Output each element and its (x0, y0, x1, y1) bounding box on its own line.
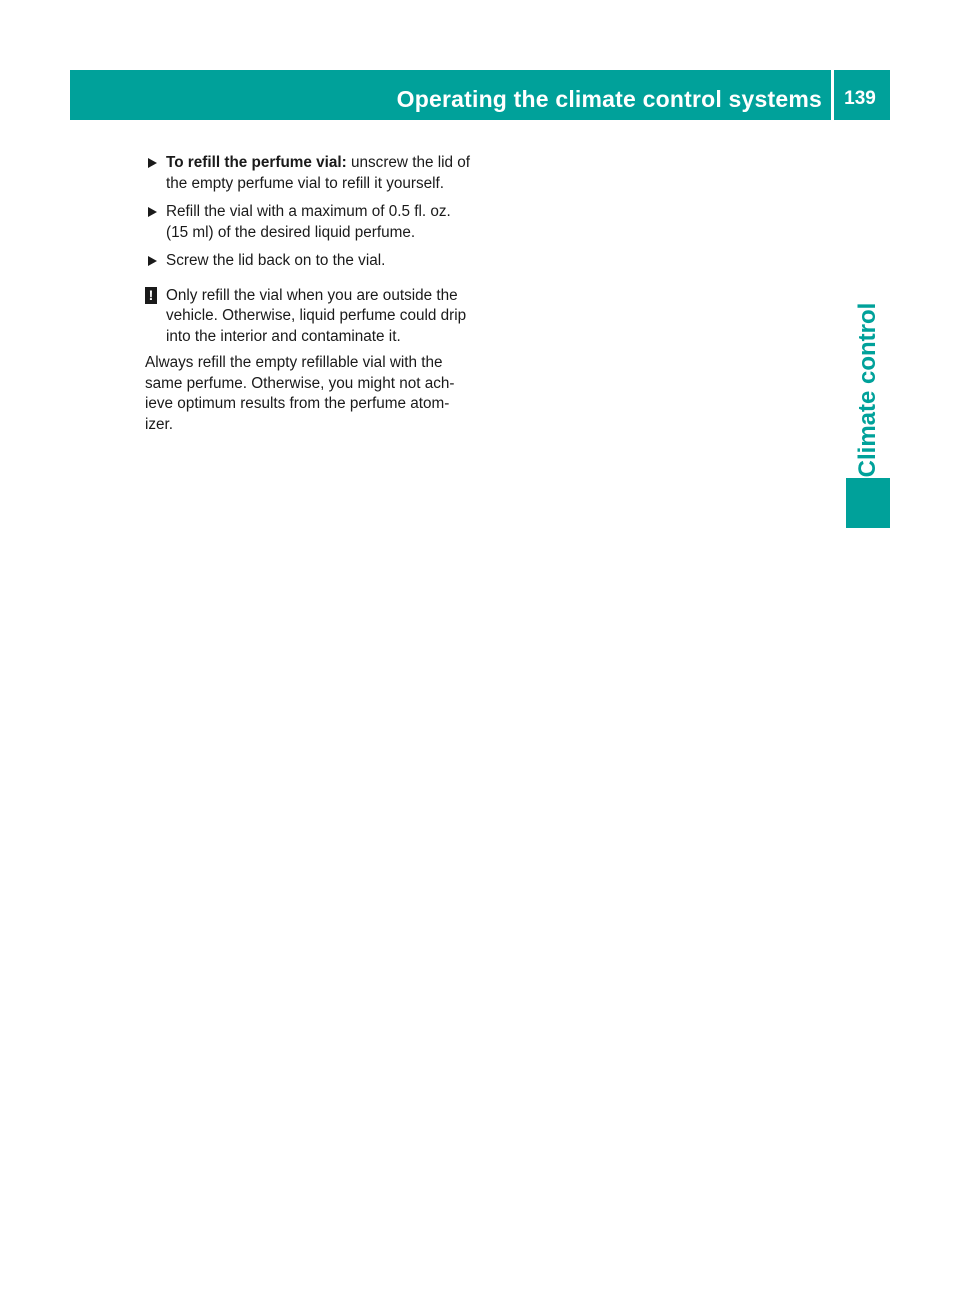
instruction-step (145, 251, 485, 272)
warning-line: into the interior and contaminate it. (166, 327, 401, 345)
paragraph-line: ieve optimum results from the perfume atom- (145, 395, 450, 412)
paragraph-line: Always refill the empty refillable vial with the (145, 354, 443, 371)
warning-note (145, 286, 485, 348)
step-lead: To refill the perfume vial: (166, 154, 347, 171)
triangle-arrow-icon (148, 256, 157, 266)
chapter-tab-label: Climate control (854, 302, 881, 478)
chapter-tab-marker (846, 478, 890, 528)
step-text: Refill the vial with a maximum of 0.5 fl. oz. (166, 203, 451, 220)
step-text: Screw the lid back on to the vial. (166, 252, 386, 269)
exclamation-icon: ! (145, 287, 157, 304)
paragraph-line: same perfume. Otherwise, you might not ach- (145, 374, 455, 392)
warning-line: Only refill the vial when you are outside the (166, 286, 458, 304)
step-line (166, 153, 485, 174)
main-content (145, 153, 485, 435)
step-text: unscrew the lid of (346, 154, 471, 171)
step-text-continued: (15 ml) of the desired liquid perfume. (166, 223, 416, 241)
triangle-arrow-icon (148, 158, 157, 168)
instruction-step (145, 153, 485, 194)
instruction-step (145, 202, 485, 243)
header-divider (831, 70, 834, 120)
page-number: 139 (844, 88, 876, 109)
section-title: Operating the climate control systems (396, 86, 822, 112)
step-text-continued: the empty perfume vial to refill it yourself. (166, 174, 445, 192)
body-paragraph (145, 353, 485, 435)
triangle-arrow-icon (148, 207, 157, 217)
page-header (70, 70, 890, 120)
paragraph-line: izer. (145, 415, 174, 433)
warning-line: vehicle. Otherwise, liquid perfume could drip (166, 307, 467, 324)
